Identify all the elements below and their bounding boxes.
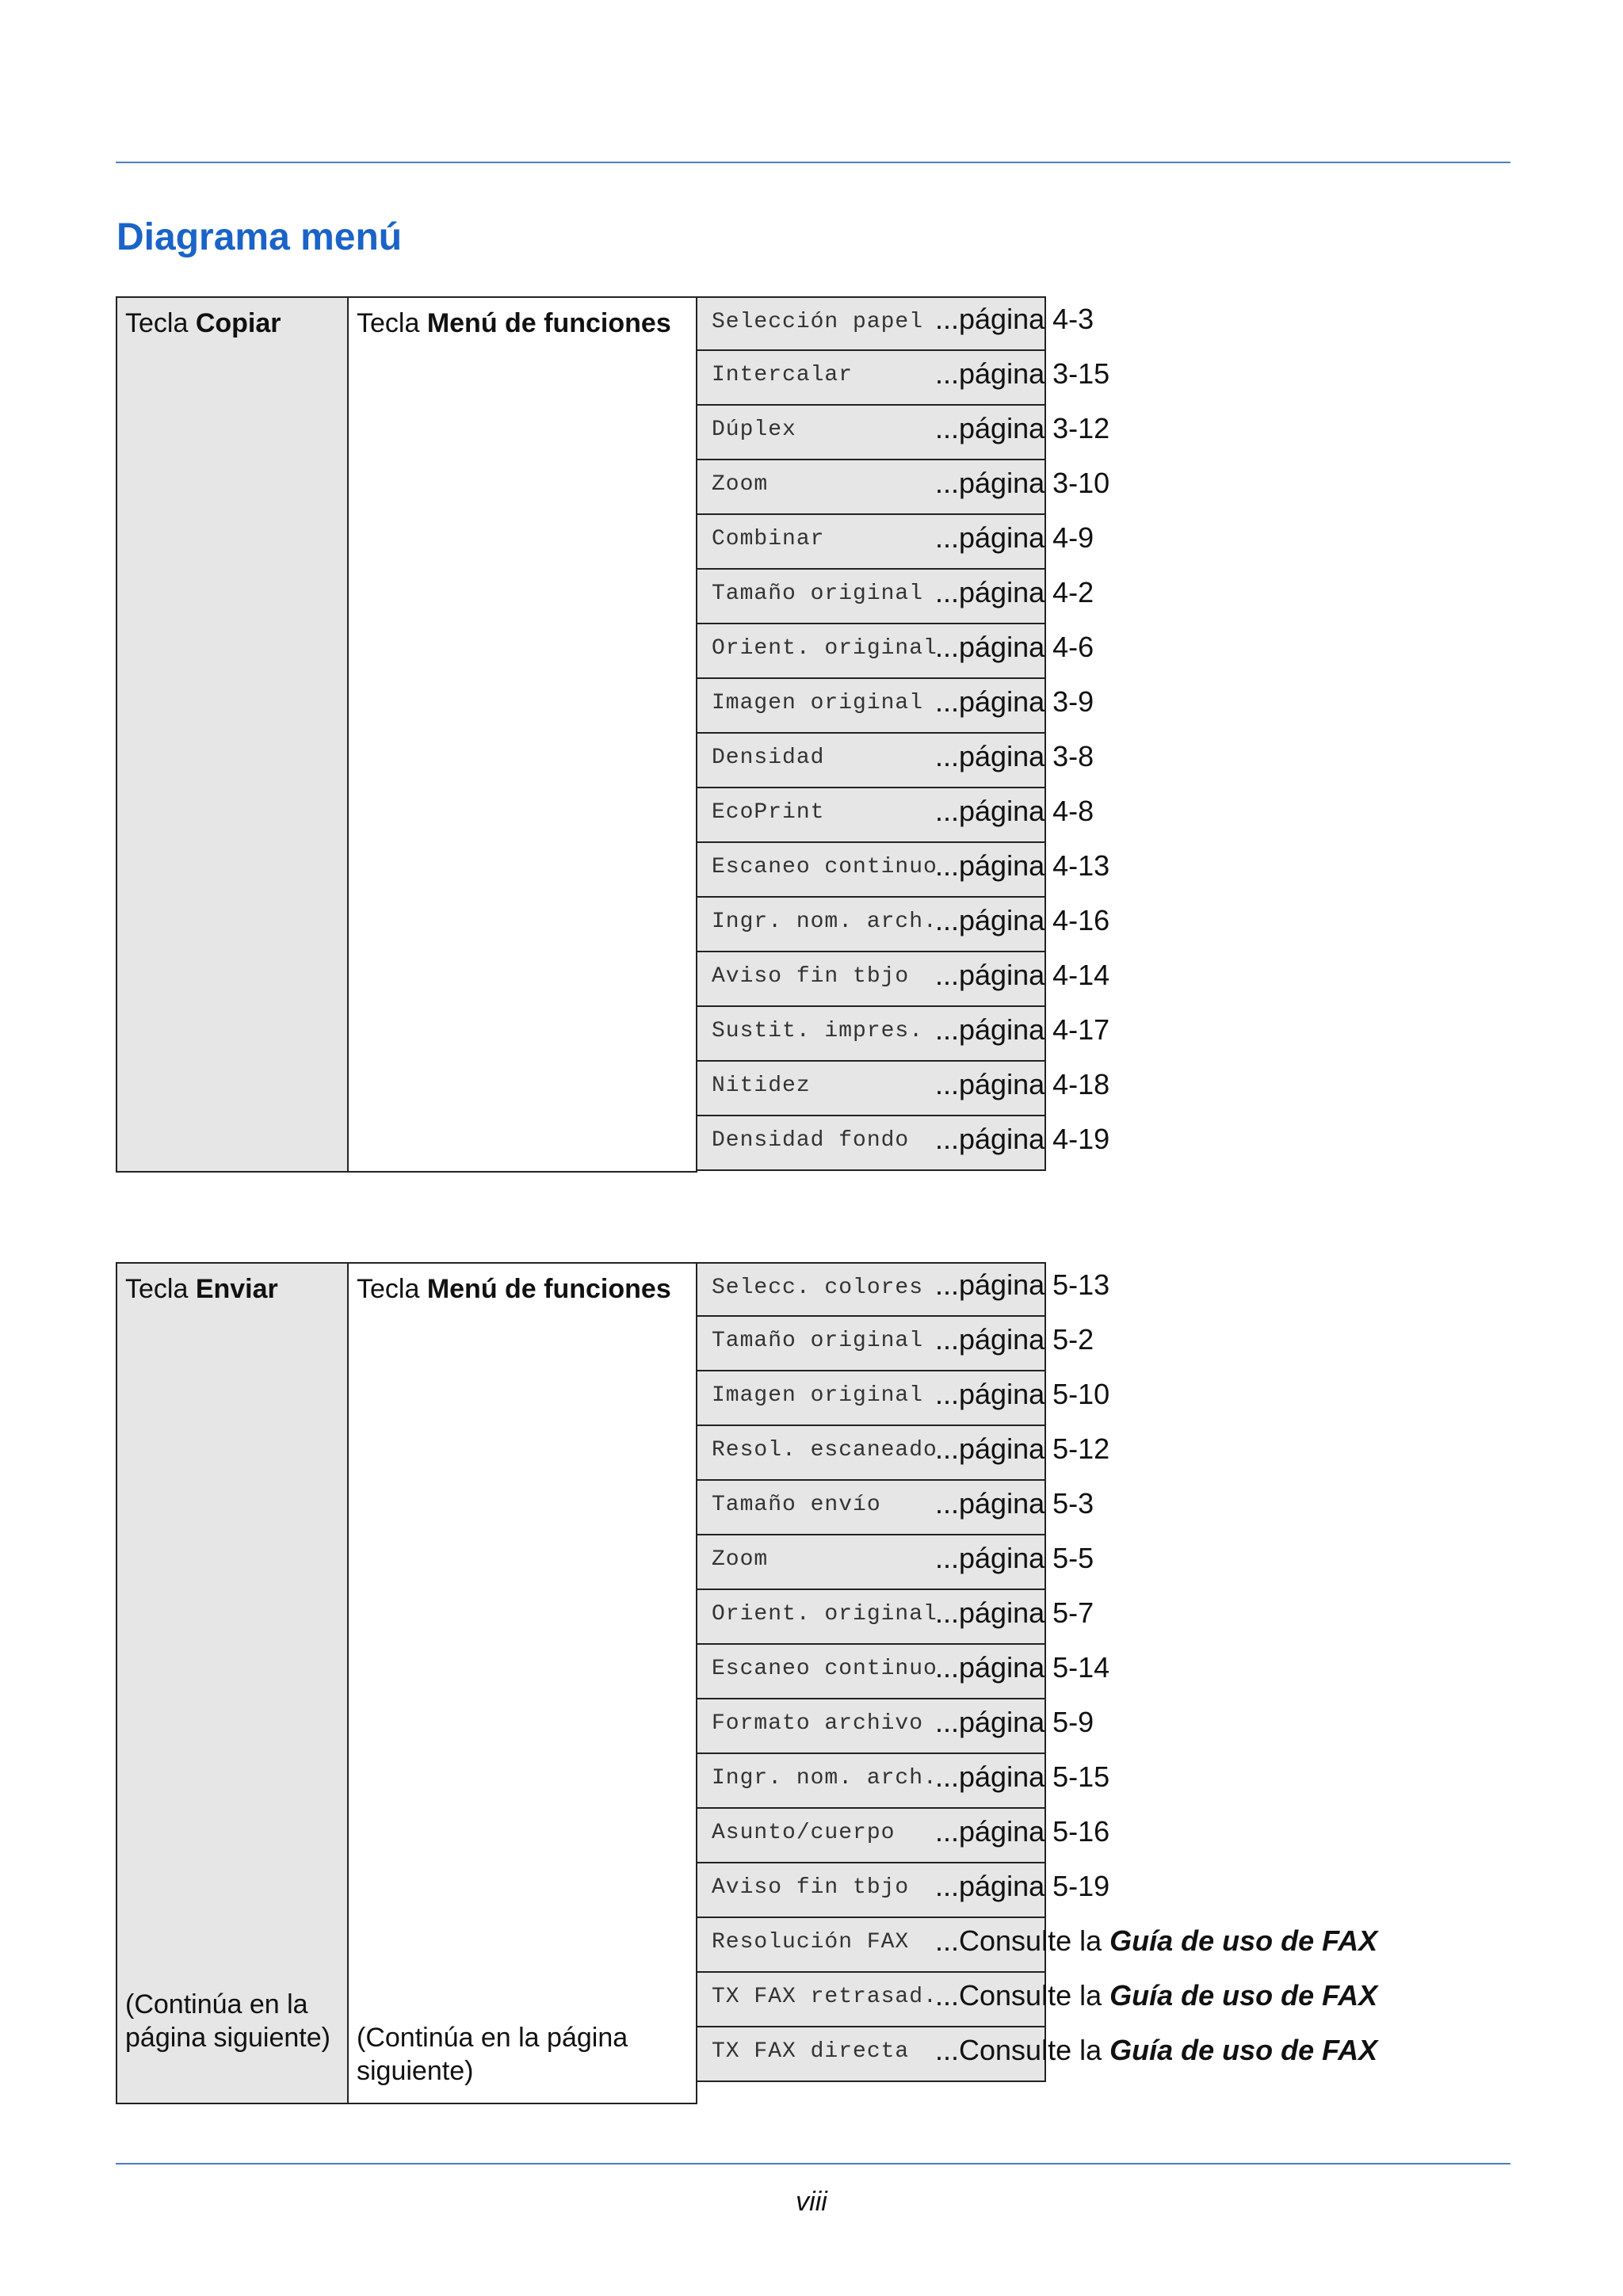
page-reference: ...página 5-7	[935, 1596, 1094, 1629]
menu-item-label: Tamaño original	[712, 1329, 924, 1353]
menu-item-label: Escaneo continuo	[712, 855, 938, 879]
menu-item-label: Resol. escaneado	[712, 1438, 938, 1463]
copy-key-label: Tecla Copiar	[125, 308, 281, 338]
menu-item-label: Ingr. nom. arch.	[712, 1766, 938, 1791]
page-reference: ...página 5-15	[935, 1760, 1110, 1793]
menu-item-label: Aviso fin tbjo	[712, 964, 910, 989]
menu-item-label: Dúplex	[712, 418, 796, 442]
page-reference	[935, 1979, 1377, 2012]
menu-item-label: EcoPrint	[712, 800, 825, 825]
page-reference: ...página 5-5	[935, 1542, 1094, 1574]
page-reference: ...página 5-3	[935, 1487, 1094, 1520]
page-reference: ...página 3-10	[935, 467, 1110, 499]
menu-item-label: Selección papel	[712, 310, 924, 334]
page-reference	[935, 2034, 1377, 2067]
reference-prefix: ...Consulte la	[935, 2034, 1110, 2066]
fax-guide-reference: Guía de uso de FAX	[1109, 1924, 1378, 1957]
page-reference: ...página 4-13	[935, 849, 1110, 882]
page-reference: ...página 4-19	[935, 1123, 1110, 1155]
page-reference: ...página 5-16	[935, 1815, 1110, 1848]
send-function-menu-column	[347, 1262, 697, 2104]
menu-item-label: Orient. original	[712, 636, 938, 661]
page-reference: ...página 4-3	[935, 303, 1094, 335]
menu-item-label: Tamaño original	[712, 582, 924, 606]
menu-item-label: Asunto/cuerpo	[712, 1821, 896, 1845]
page-reference: ...página 5-2	[935, 1323, 1094, 1356]
menu-item-label: Resolución FAX	[712, 1930, 910, 1955]
page-reference	[935, 1924, 1377, 1958]
page-reference: ...página 4-8	[935, 795, 1094, 827]
page-reference: ...página 4-2	[935, 576, 1094, 608]
page-reference: ...página 4-17	[935, 1013, 1110, 1046]
page-title: Diagrama menú	[116, 216, 403, 258]
menu-item-label: Zoom	[712, 1547, 769, 1572]
send-function-menu-label: Tecla Menú de funciones	[357, 1274, 671, 1304]
send-key-continue-line-2: página siguiente)	[125, 2023, 330, 2053]
page-reference: ...página 5-19	[935, 1870, 1110, 1902]
page-reference: ...página 5-14	[935, 1651, 1110, 1684]
send-menu-continue-line-1: (Continúa en la página	[357, 2023, 628, 2053]
menu-item-label: Selecc. colores	[712, 1276, 924, 1300]
copy-key-column	[116, 296, 349, 1173]
send-key-label: Tecla Enviar	[125, 1274, 278, 1304]
page-reference: ...página 5-10	[935, 1378, 1110, 1410]
menu-item-label: Densidad	[712, 746, 825, 770]
page-reference: ...página 3-15	[935, 357, 1110, 390]
page-reference: ...página 3-9	[935, 685, 1094, 718]
fax-guide-reference: Guía de uso de FAX	[1109, 2034, 1378, 2066]
header-rule	[116, 162, 1510, 163]
page-reference: ...página 4-18	[935, 1068, 1110, 1100]
send-key-continue-line-1: (Continúa en la	[125, 1989, 308, 2019]
menu-item-label: Intercalar	[712, 363, 854, 387]
menu-item-label: Formato archivo	[712, 1711, 924, 1736]
copy-function-menu-column	[347, 296, 697, 1173]
menu-item-label: TX FAX retrasad.	[712, 1985, 938, 2009]
page-reference: ...página 4-16	[935, 904, 1110, 936]
reference-prefix: ...Consulte la	[935, 1924, 1110, 1957]
page-number: viii	[796, 2187, 827, 2217]
menu-item-label: Ingr. nom. arch.	[712, 910, 938, 934]
menu-item-label: Imagen original	[712, 691, 924, 715]
reference-prefix: ...Consulte la	[935, 1979, 1110, 2012]
copy-function-menu-label: Tecla Menú de funciones	[357, 308, 671, 338]
menu-item-label: Orient. original	[712, 1602, 938, 1627]
send-menu-continue-line-2: siguiente)	[357, 2056, 474, 2086]
page-reference: ...página 4-6	[935, 631, 1094, 663]
menu-item-label: TX FAX directa	[712, 2039, 910, 2064]
page-reference: ...página 4-9	[935, 521, 1094, 554]
menu-item-label: Aviso fin tbjo	[712, 1875, 910, 1900]
send-key-column	[116, 1262, 349, 2104]
menu-item-label: Densidad fondo	[712, 1128, 910, 1153]
page-reference: ...página 5-12	[935, 1432, 1110, 1465]
page-reference: ...página 3-12	[935, 412, 1110, 444]
copy-menu-table	[116, 296, 1110, 1173]
menu-item-label: Zoom	[712, 472, 769, 497]
page-reference: ...página 3-8	[935, 740, 1094, 772]
footer-rule	[116, 2163, 1510, 2164]
page-reference: ...página 4-14	[935, 959, 1110, 991]
page-reference: ...página 5-9	[935, 1706, 1094, 1738]
menu-item-label: Tamaño envío	[712, 1493, 881, 1517]
menu-item-label: Nitidez	[712, 1074, 811, 1098]
menu-item-label: Sustit. impres.	[712, 1019, 924, 1043]
send-menu-table	[116, 1262, 1378, 2104]
page-reference: ...página 5-13	[935, 1268, 1110, 1301]
menu-item-label: Imagen original	[712, 1383, 924, 1408]
menu-item-label: Combinar	[712, 527, 825, 551]
fax-guide-reference: Guía de uso de FAX	[1109, 1979, 1378, 2012]
menu-item-label: Escaneo continuo	[712, 1657, 938, 1681]
